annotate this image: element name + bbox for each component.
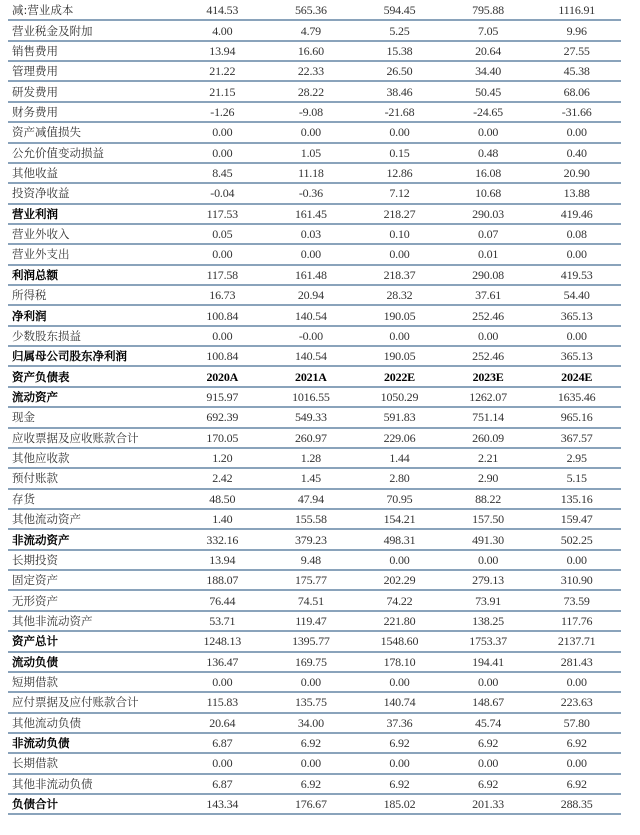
cell-value: 1016.55: [267, 387, 356, 407]
cell-value: 15.38: [355, 41, 444, 61]
cell-value: 0.00: [267, 244, 356, 264]
table-row: [8, 163, 621, 183]
cell-value: 135.16: [532, 489, 621, 509]
cell-value: 0.07: [444, 224, 533, 244]
cell-value: 0.00: [178, 122, 267, 142]
table-row: [8, 652, 621, 672]
cell-value: 175.77: [267, 570, 356, 590]
row-label: 非流动资产: [8, 529, 178, 549]
cell-value: 965.16: [532, 407, 621, 427]
cell-value: 178.10: [355, 652, 444, 672]
table-row: [8, 285, 621, 305]
table-row: [8, 611, 621, 631]
cell-value: 0.00: [532, 672, 621, 692]
row-label: 存货: [8, 489, 178, 509]
cell-value: 70.95: [355, 489, 444, 509]
table-row: [8, 529, 621, 549]
cell-value: 0.00: [355, 550, 444, 570]
cell-value: 154.21: [355, 509, 444, 529]
cell-value: 0.00: [355, 326, 444, 346]
cell-value: -0.04: [178, 183, 267, 203]
cell-value: 279.13: [444, 570, 533, 590]
cell-value: 27.55: [532, 41, 621, 61]
cell-value: 57.80: [532, 713, 621, 733]
cell-value: 119.47: [267, 611, 356, 631]
table-row: [8, 20, 621, 40]
table-row: [8, 387, 621, 407]
cell-value: -31.66: [532, 102, 621, 122]
cell-value: 6.92: [444, 774, 533, 794]
cell-value: 0.03: [267, 224, 356, 244]
cell-value: 1.20: [178, 448, 267, 468]
cell-value: 365.13: [532, 305, 621, 325]
cell-value: 290.03: [444, 204, 533, 224]
row-label: 应付票据及应付账款合计: [8, 692, 178, 712]
cell-value: 0.00: [532, 122, 621, 142]
cell-value: -24.65: [444, 102, 533, 122]
table-row: [8, 326, 621, 346]
cell-value: 148.67: [444, 692, 533, 712]
cell-value: 2.95: [532, 448, 621, 468]
cell-value: 100.84: [178, 346, 267, 366]
cell-value: 218.37: [355, 265, 444, 285]
cell-value: 190.05: [355, 346, 444, 366]
year-column-header: 2024E: [532, 366, 621, 386]
cell-value: 188.07: [178, 570, 267, 590]
row-label: 非流动负债: [8, 733, 178, 753]
cell-value: 915.97: [178, 387, 267, 407]
cell-value: 2137.71: [532, 631, 621, 651]
table-row: [8, 305, 621, 325]
cell-value: 117.58: [178, 265, 267, 285]
row-label: 其他非流动负债: [8, 774, 178, 794]
row-label: 无形资产: [8, 590, 178, 610]
cell-value: 419.53: [532, 265, 621, 285]
cell-value: 34.00: [267, 713, 356, 733]
cell-value: 223.63: [532, 692, 621, 712]
cell-value: 0.00: [444, 326, 533, 346]
cell-value: 16.08: [444, 163, 533, 183]
row-label: 流动负债: [8, 652, 178, 672]
cell-value: 7.05: [444, 20, 533, 40]
cell-value: 38.46: [355, 81, 444, 101]
cell-value: 47.94: [267, 489, 356, 509]
cell-value: 6.92: [532, 733, 621, 753]
cell-value: 20.94: [267, 285, 356, 305]
row-label: 投资净收益: [8, 183, 178, 203]
row-label: 短期借款: [8, 672, 178, 692]
row-label: 营业利润: [8, 204, 178, 224]
table-row: [8, 570, 621, 590]
cell-value: 5.15: [532, 468, 621, 488]
row-label: 其他收益: [8, 163, 178, 183]
cell-value: 1.45: [267, 468, 356, 488]
cell-value: 140.74: [355, 692, 444, 712]
row-label: 流动资产: [8, 387, 178, 407]
cell-value: 2.90: [444, 468, 533, 488]
cell-value: 202.29: [355, 570, 444, 590]
cell-value: 332.16: [178, 529, 267, 549]
cell-value: 549.33: [267, 407, 356, 427]
financial-statement-table: [8, 0, 621, 815]
cell-value: 4.79: [267, 20, 356, 40]
cell-value: 0.01: [444, 244, 533, 264]
table-row: [8, 794, 621, 814]
cell-value: 0.00: [178, 753, 267, 773]
table-row: [8, 509, 621, 529]
cell-value: 190.05: [355, 305, 444, 325]
cell-value: 11.18: [267, 163, 356, 183]
cell-value: -0.36: [267, 183, 356, 203]
cell-value: 161.45: [267, 204, 356, 224]
cell-value: 6.92: [355, 774, 444, 794]
cell-value: 0.05: [178, 224, 267, 244]
table-row: [8, 183, 621, 203]
cell-value: 0.10: [355, 224, 444, 244]
row-label: 管理费用: [8, 61, 178, 81]
cell-value: 367.57: [532, 428, 621, 448]
cell-value: 16.60: [267, 41, 356, 61]
cell-value: 0.00: [355, 753, 444, 773]
cell-value: 0.00: [532, 753, 621, 773]
cell-value: 260.97: [267, 428, 356, 448]
table-row: [8, 204, 621, 224]
cell-value: 28.32: [355, 285, 444, 305]
row-label: 固定资产: [8, 570, 178, 590]
cell-value: 34.40: [444, 61, 533, 81]
cell-value: 795.88: [444, 0, 533, 20]
cell-value: 0.00: [267, 122, 356, 142]
cell-value: 7.12: [355, 183, 444, 203]
cell-value: 0.00: [267, 672, 356, 692]
cell-value: 0.00: [444, 122, 533, 142]
cell-value: 281.43: [532, 652, 621, 672]
row-label: 研发费用: [8, 81, 178, 101]
table-row: [8, 122, 621, 142]
row-label: 少数股东损益: [8, 326, 178, 346]
cell-value: 0.40: [532, 143, 621, 163]
cell-value: 502.25: [532, 529, 621, 549]
row-label: 资产负债表: [8, 366, 178, 386]
cell-value: 13.88: [532, 183, 621, 203]
cell-value: 73.59: [532, 590, 621, 610]
cell-value: 169.75: [267, 652, 356, 672]
cell-value: 0.00: [532, 244, 621, 264]
cell-value: 37.61: [444, 285, 533, 305]
table-row: [8, 753, 621, 773]
row-label: 营业税金及附加: [8, 20, 178, 40]
cell-value: 185.02: [355, 794, 444, 814]
table-row: [8, 631, 621, 651]
table-row: [8, 244, 621, 264]
table-row: [8, 346, 621, 366]
row-label: 长期借款: [8, 753, 178, 773]
row-label: 销售费用: [8, 41, 178, 61]
cell-value: 0.08: [532, 224, 621, 244]
cell-value: 115.83: [178, 692, 267, 712]
cell-value: 252.46: [444, 346, 533, 366]
cell-value: 20.64: [178, 713, 267, 733]
cell-value: 76.44: [178, 590, 267, 610]
table-row: [8, 448, 621, 468]
cell-value: 1248.13: [178, 631, 267, 651]
cell-value: 155.58: [267, 509, 356, 529]
row-label: 所得税: [8, 285, 178, 305]
row-label: 营业外支出: [8, 244, 178, 264]
row-label: 其他流动负债: [8, 713, 178, 733]
cell-value: 6.92: [355, 733, 444, 753]
cell-value: 0.00: [444, 672, 533, 692]
cell-value: 176.67: [267, 794, 356, 814]
cell-value: 161.48: [267, 265, 356, 285]
cell-value: 50.45: [444, 81, 533, 101]
cell-value: 140.54: [267, 305, 356, 325]
cell-value: 1050.29: [355, 387, 444, 407]
cell-value: 2.80: [355, 468, 444, 488]
cell-value: 6.87: [178, 774, 267, 794]
cell-value: 13.94: [178, 41, 267, 61]
cell-value: 117.53: [178, 204, 267, 224]
cell-value: 143.34: [178, 794, 267, 814]
cell-value: 221.80: [355, 611, 444, 631]
table-row: [8, 265, 621, 285]
cell-value: 53.71: [178, 611, 267, 631]
cell-value: 21.15: [178, 81, 267, 101]
cell-value: 2.42: [178, 468, 267, 488]
table-row: [8, 590, 621, 610]
table-body: [8, 0, 621, 814]
row-label: 资产总计: [8, 631, 178, 651]
cell-value: 54.40: [532, 285, 621, 305]
row-label: 其他流动资产: [8, 509, 178, 529]
cell-value: 594.45: [355, 0, 444, 20]
cell-value: 498.31: [355, 529, 444, 549]
row-label: 归属母公司股东净利润: [8, 346, 178, 366]
cell-value: 74.22: [355, 590, 444, 610]
cell-value: 6.92: [532, 774, 621, 794]
cell-value: 0.00: [267, 753, 356, 773]
cell-value: 229.06: [355, 428, 444, 448]
cell-value: 1262.07: [444, 387, 533, 407]
cell-value: 8.45: [178, 163, 267, 183]
cell-value: 1753.37: [444, 631, 533, 651]
cell-value: 48.50: [178, 489, 267, 509]
cell-value: 0.00: [444, 550, 533, 570]
cell-value: 1635.46: [532, 387, 621, 407]
row-label: 营业外收入: [8, 224, 178, 244]
cell-value: 20.64: [444, 41, 533, 61]
cell-value: 100.84: [178, 305, 267, 325]
cell-value: 16.73: [178, 285, 267, 305]
cell-value: 1548.60: [355, 631, 444, 651]
cell-value: 26.50: [355, 61, 444, 81]
row-label: 预付账款: [8, 468, 178, 488]
table-row: [8, 713, 621, 733]
cell-value: 0.15: [355, 143, 444, 163]
cell-value: 74.51: [267, 590, 356, 610]
cell-value: 290.08: [444, 265, 533, 285]
cell-value: 140.54: [267, 346, 356, 366]
cell-value: 0.48: [444, 143, 533, 163]
table-row: [8, 428, 621, 448]
cell-value: 1395.77: [267, 631, 356, 651]
cell-value: 9.48: [267, 550, 356, 570]
row-label: 其他非流动资产: [8, 611, 178, 631]
cell-value: 419.46: [532, 204, 621, 224]
cell-value: 68.06: [532, 81, 621, 101]
row-label: 现金: [8, 407, 178, 427]
cell-value: 5.25: [355, 20, 444, 40]
cell-value: 218.27: [355, 204, 444, 224]
cell-value: 45.74: [444, 713, 533, 733]
table-row: [8, 143, 621, 163]
row-label: 减:营业成本: [8, 0, 178, 20]
table-row: [8, 489, 621, 509]
cell-value: 565.36: [267, 0, 356, 20]
cell-value: 310.90: [532, 570, 621, 590]
cell-value: 136.47: [178, 652, 267, 672]
table-row: [8, 672, 621, 692]
cell-value: 0.00: [355, 244, 444, 264]
cell-value: 0.00: [178, 326, 267, 346]
row-label: 应收票据及应收账款合计: [8, 428, 178, 448]
cell-value: -0.00: [267, 326, 356, 346]
row-label: 财务费用: [8, 102, 178, 122]
row-label: 公允价值变动损益: [8, 143, 178, 163]
cell-value: 12.86: [355, 163, 444, 183]
table-row: [8, 41, 621, 61]
cell-value: 9.96: [532, 20, 621, 40]
cell-value: 591.83: [355, 407, 444, 427]
cell-value: 6.87: [178, 733, 267, 753]
cell-value: 159.47: [532, 509, 621, 529]
cell-value: 751.14: [444, 407, 533, 427]
cell-value: 1.05: [267, 143, 356, 163]
cell-value: -1.26: [178, 102, 267, 122]
cell-value: 88.22: [444, 489, 533, 509]
table-row: [8, 468, 621, 488]
section-header-row: [8, 366, 621, 386]
cell-value: 135.75: [267, 692, 356, 712]
cell-value: 1116.91: [532, 0, 621, 20]
year-column-header: 2023E: [444, 366, 533, 386]
cell-value: 6.92: [267, 774, 356, 794]
cell-value: 194.41: [444, 652, 533, 672]
cell-value: 0.00: [355, 672, 444, 692]
table-row: [8, 733, 621, 753]
cell-value: 414.53: [178, 0, 267, 20]
row-label: 长期投资: [8, 550, 178, 570]
cell-value: 170.05: [178, 428, 267, 448]
cell-value: 0.00: [444, 753, 533, 773]
cell-value: 28.22: [267, 81, 356, 101]
year-column-header: 2020A: [178, 366, 267, 386]
year-column-header: 2021A: [267, 366, 356, 386]
cell-value: 6.92: [444, 733, 533, 753]
cell-value: 10.68: [444, 183, 533, 203]
cell-value: 0.00: [178, 244, 267, 264]
cell-value: 2.21: [444, 448, 533, 468]
cell-value: 1.28: [267, 448, 356, 468]
table-row: [8, 224, 621, 244]
cell-value: -9.08: [267, 102, 356, 122]
row-label: 资产减值损失: [8, 122, 178, 142]
cell-value: 13.94: [178, 550, 267, 570]
table-row: [8, 102, 621, 122]
table-row: [8, 0, 621, 20]
cell-value: 288.35: [532, 794, 621, 814]
cell-value: 4.00: [178, 20, 267, 40]
table-row: [8, 550, 621, 570]
year-column-header: 2022E: [355, 366, 444, 386]
table-row: [8, 61, 621, 81]
cell-value: 0.00: [532, 550, 621, 570]
cell-value: 252.46: [444, 305, 533, 325]
cell-value: 22.33: [267, 61, 356, 81]
cell-value: 37.36: [355, 713, 444, 733]
row-label: 负债合计: [8, 794, 178, 814]
cell-value: 1.44: [355, 448, 444, 468]
cell-value: 260.09: [444, 428, 533, 448]
cell-value: -21.68: [355, 102, 444, 122]
cell-value: 0.00: [355, 122, 444, 142]
row-label: 其他应收款: [8, 448, 178, 468]
cell-value: 117.76: [532, 611, 621, 631]
cell-value: 138.25: [444, 611, 533, 631]
cell-value: 20.90: [532, 163, 621, 183]
cell-value: 21.22: [178, 61, 267, 81]
cell-value: 0.00: [532, 326, 621, 346]
cell-value: 0.00: [178, 143, 267, 163]
cell-value: 45.38: [532, 61, 621, 81]
cell-value: 692.39: [178, 407, 267, 427]
row-label: 利润总额: [8, 265, 178, 285]
table-row: [8, 81, 621, 101]
row-label: 净利润: [8, 305, 178, 325]
cell-value: 73.91: [444, 590, 533, 610]
cell-value: 157.50: [444, 509, 533, 529]
cell-value: 201.33: [444, 794, 533, 814]
cell-value: 365.13: [532, 346, 621, 366]
cell-value: 379.23: [267, 529, 356, 549]
cell-value: 1.40: [178, 509, 267, 529]
table-row: [8, 774, 621, 794]
table-row: [8, 692, 621, 712]
cell-value: 6.92: [267, 733, 356, 753]
cell-value: 0.00: [178, 672, 267, 692]
cell-value: 491.30: [444, 529, 533, 549]
table-row: [8, 407, 621, 427]
